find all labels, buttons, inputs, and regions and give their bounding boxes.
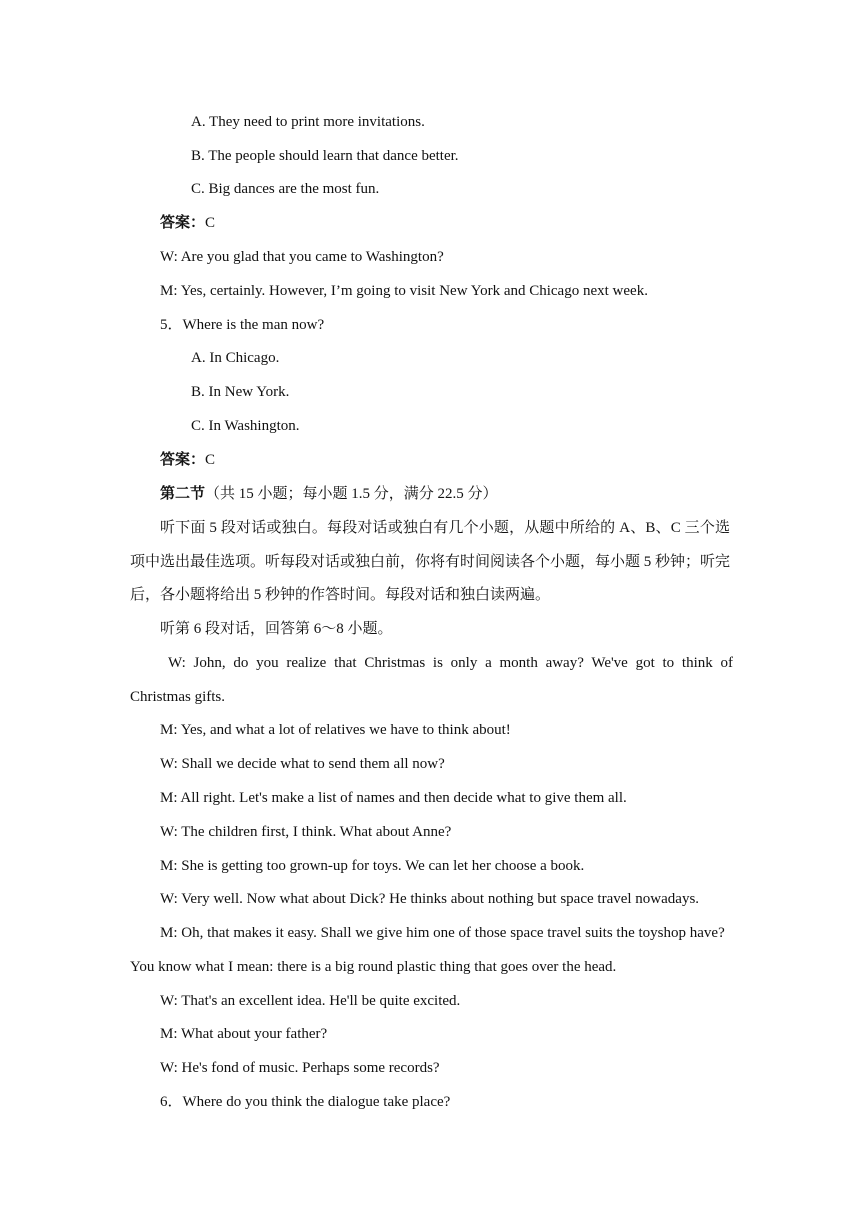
dialogue5-line-1: W: Are you glad that you came to Washington?: [160, 249, 444, 265]
answer-value: C: [205, 452, 216, 468]
answer-value: C: [205, 215, 216, 231]
dialogue6-line-1b: Christmas gifts.: [130, 689, 226, 705]
dialogue6-line-9: W: That's an excellent idea. He'll be quite excited.: [160, 993, 461, 1009]
q4-option-a: A. They need to print more invitations.: [191, 114, 425, 130]
section2-heading: [160, 484, 498, 504]
dialogue6-line-10: M: What about your father?: [160, 1026, 328, 1042]
dialogue6-intro: 听第 6 段对话，回答第 6～8 小题。: [160, 621, 393, 637]
q4-option-b: B. The people should learn that dance better.: [191, 148, 459, 164]
dialogue6-line-1a: W: John, do you realize that Christmas is only a month away? We've got to think of: [168, 655, 733, 671]
dialogue5-line-2: M: Yes, certainly. However, I’m going to visit New York and Chicago next week.: [160, 283, 648, 299]
q5-question: 5．Where is the man now?: [160, 317, 325, 333]
dialogue6-line-7: W: Very well. Now what about Dick? He thinks about nothing but space travel nowadays.: [160, 891, 700, 907]
answer-label: 答案：: [160, 452, 206, 468]
dialogue6-line-8a: M: Oh, that makes it easy. Shall we give him one of those space travel suits the toyshop have?: [160, 925, 725, 941]
dialogue6-line-11: W: He's fond of music. Perhaps some records?: [160, 1060, 440, 1076]
dialogue6-line-2: M: Yes, and what a lot of relatives we have to think about!: [160, 722, 511, 738]
section2-instructions-line-1: 听下面 5 段对话或独白。每段对话或独白有几个小题，从题中所给的 A、B、C 三个选: [160, 520, 730, 536]
section2-instructions-line-3: 后，各小题将给出 5 秒钟的作答时间。每段对话和独白读两遍。: [130, 587, 551, 603]
q5-option-c: C. In Washington.: [191, 418, 300, 434]
q5-answer: [160, 450, 215, 470]
dialogue6-line-3: W: Shall we decide what to send them all now?: [160, 756, 445, 772]
section2-note: （共 15 小题；每小题 1.5 分，满分 22.5 分）: [205, 486, 498, 502]
q6-question: 6．Where do you think the dialogue take place?: [160, 1094, 451, 1110]
section2-title: 第二节: [160, 486, 206, 502]
dialogue6-line-6: M: She is getting too grown-up for toys. We can let her choose a book.: [160, 858, 585, 874]
q4-option-c: C. Big dances are the most fun.: [191, 181, 380, 197]
dialogue6-line-8b: You know what I mean: there is a big round plastic thing that goes over the head.: [130, 959, 617, 975]
dialogue6-line-5: W: The children first, I think. What about Anne?: [160, 824, 452, 840]
q4-answer: [160, 213, 215, 233]
answer-label: 答案：: [160, 215, 206, 231]
dialogue6-line-4: M: All right. Let's make a list of names and then decide what to give them all.: [160, 790, 627, 806]
q5-option-a: A. In Chicago.: [191, 350, 280, 366]
q5-option-b: B. In New York.: [191, 384, 290, 400]
section2-instructions-line-2: 项中选出最佳选项。听每段对话或独白前，你将有时间阅读各个小题，每小题 5 秒钟；听完: [130, 554, 731, 570]
